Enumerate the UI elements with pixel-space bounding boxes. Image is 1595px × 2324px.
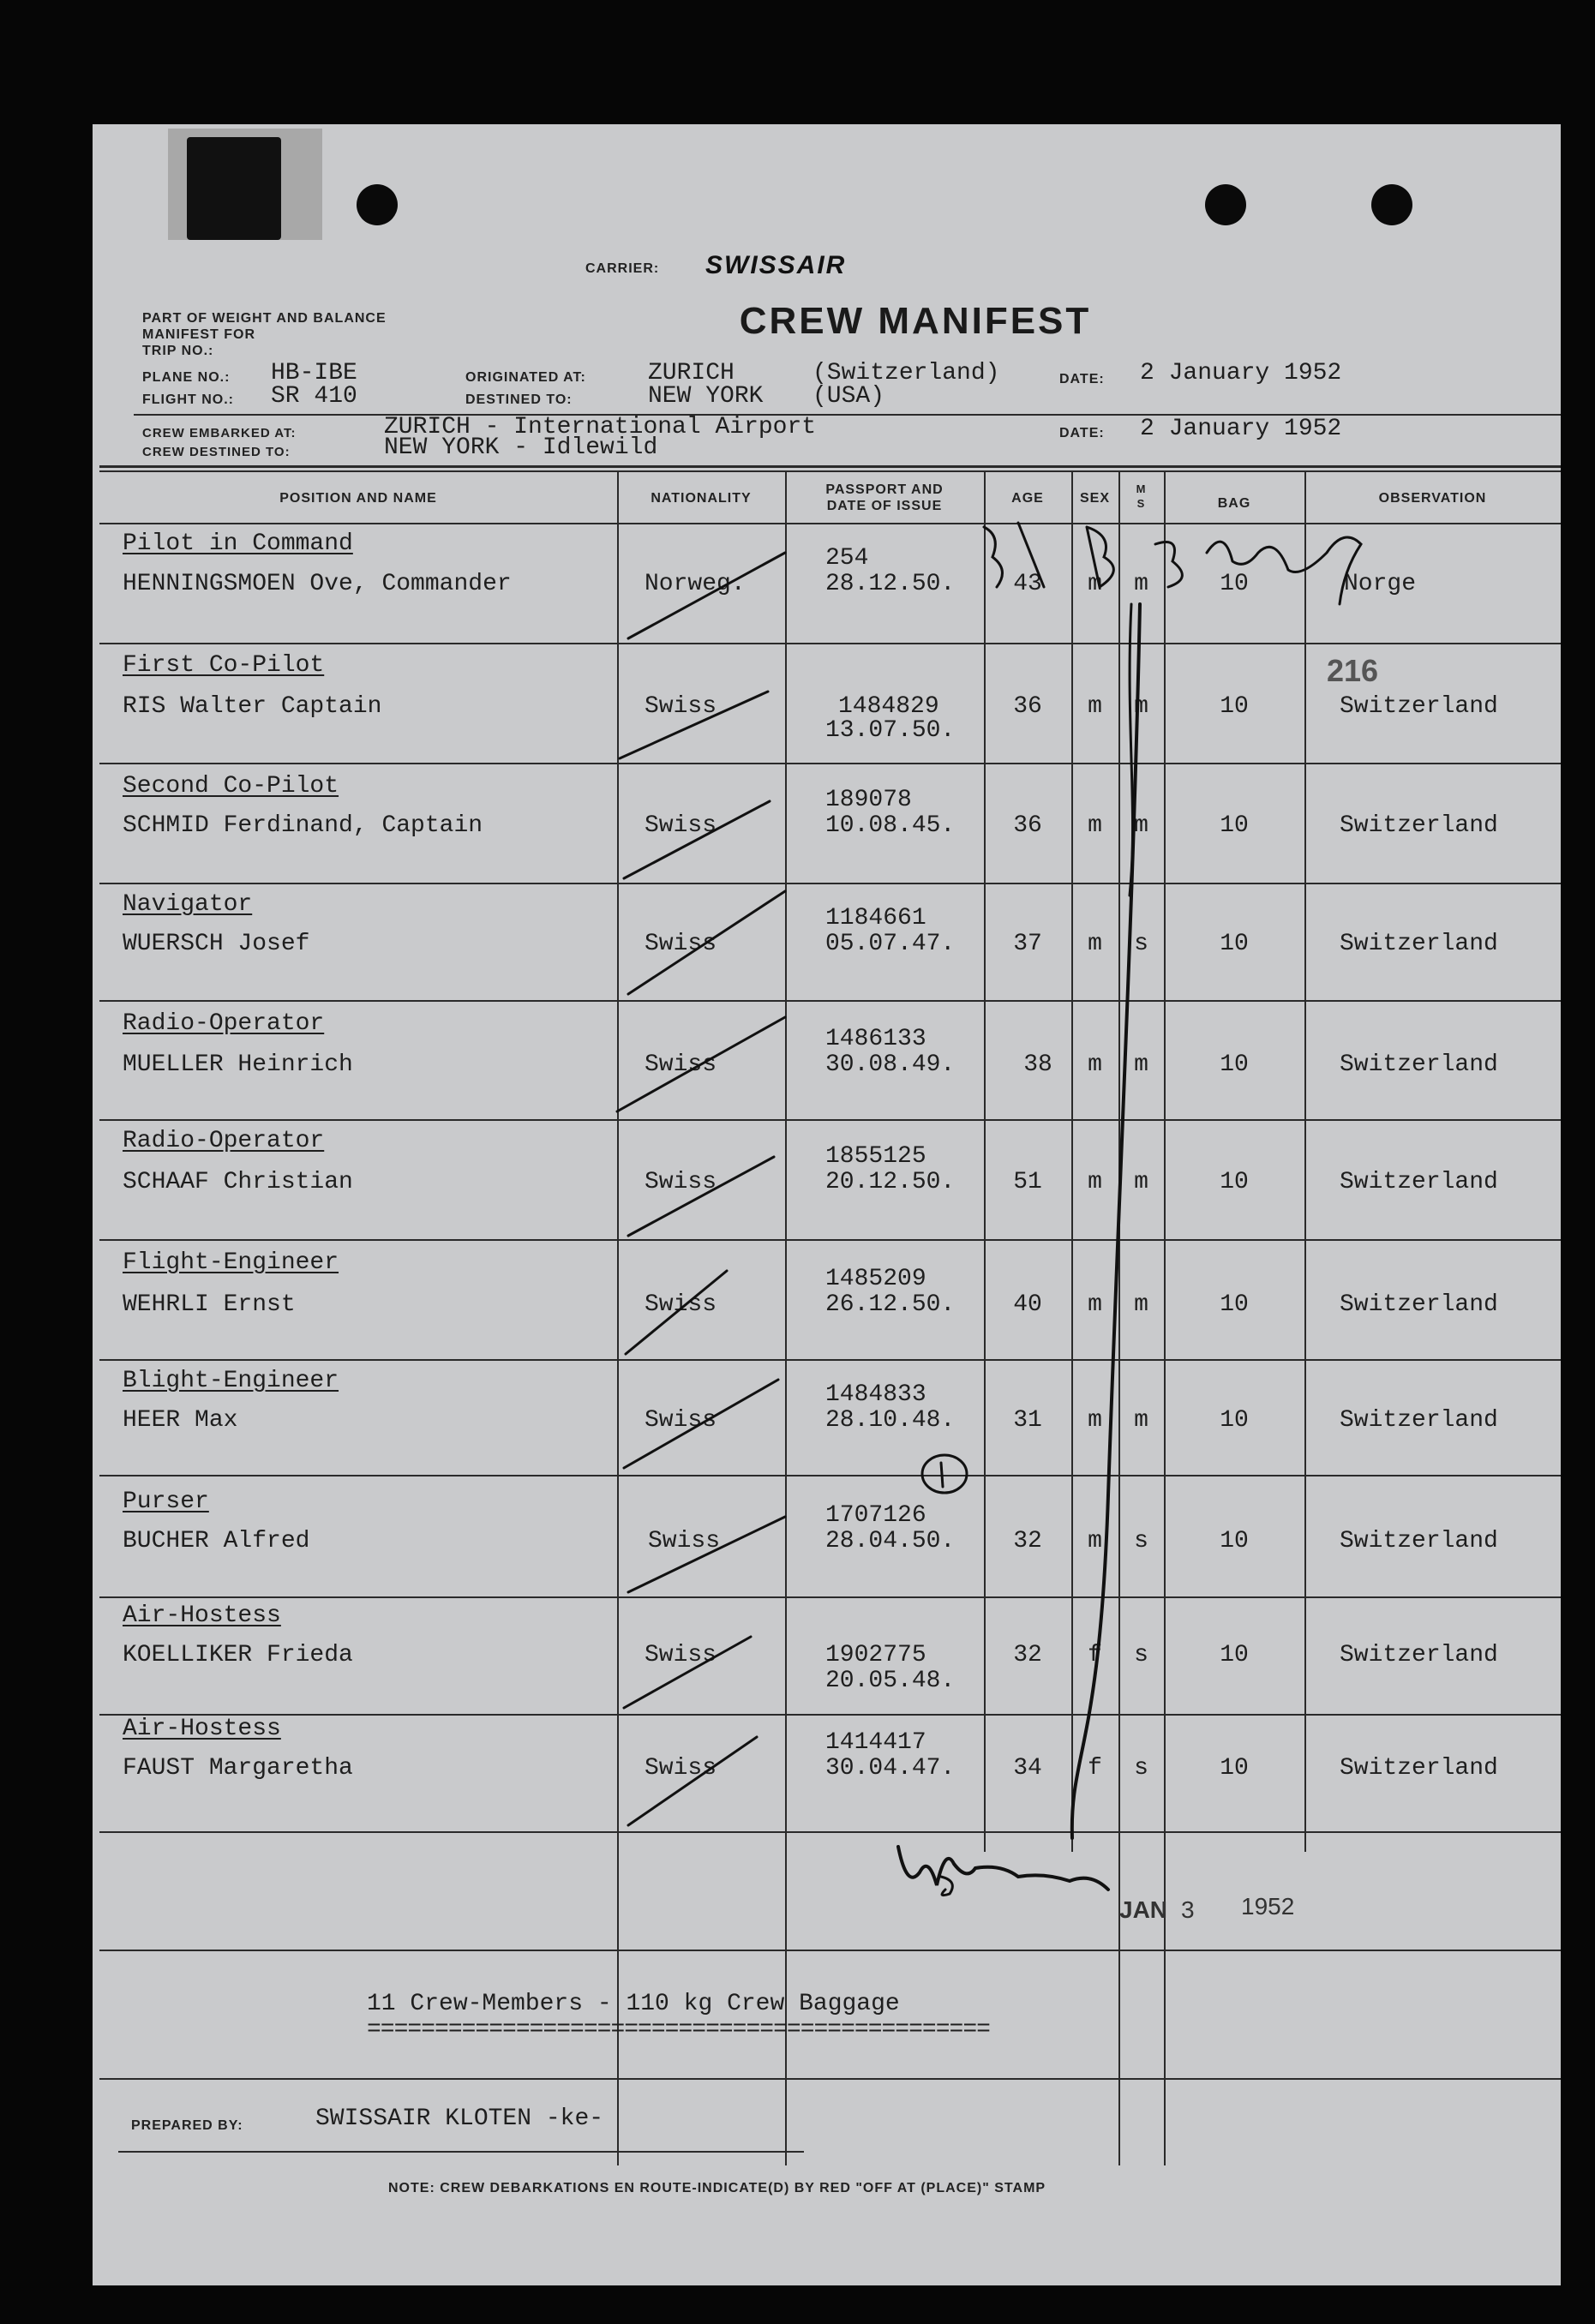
crew-nationality: Norweg. xyxy=(645,571,746,597)
carrier-label: CARRIER: xyxy=(585,261,660,276)
crew-sex: m xyxy=(1088,1528,1102,1554)
crew-marital: m xyxy=(1134,812,1148,839)
crew-age: 36 xyxy=(1013,693,1042,720)
crew-observation: Switzerland xyxy=(1340,1169,1498,1195)
part-of-line-3: TRIP NO.: xyxy=(142,344,214,358)
crew-age: 51 xyxy=(1013,1169,1042,1195)
crew-passport: 1414417 xyxy=(825,1729,926,1756)
crew-name: BUCHER Alfred xyxy=(123,1528,310,1554)
stamp-number: 216 xyxy=(1327,653,1379,688)
destined-country: (USA) xyxy=(812,383,885,410)
crew-sex: m xyxy=(1088,1291,1102,1318)
crew-bag: 10 xyxy=(1220,1169,1249,1195)
crew-passport: 189078 xyxy=(825,787,912,813)
destined-city: NEW YORK xyxy=(648,383,764,410)
crew-age: 31 xyxy=(1013,1407,1042,1434)
crew-issue-date: 28.12.50. xyxy=(825,571,956,597)
crew-nationality: Swiss xyxy=(645,1051,717,1078)
crew-name: SCHMID Ferdinand, Captain xyxy=(123,812,483,839)
col-header-sex: SEX xyxy=(1079,491,1110,506)
crew-name: WUERSCH Josef xyxy=(123,931,310,957)
crew-nationality: Swiss xyxy=(645,1291,717,1318)
crew-issue-date: 20.05.48. xyxy=(825,1668,956,1694)
crew-observation: Switzerland xyxy=(1340,1291,1498,1318)
col-header-ms-l2: S xyxy=(1136,497,1146,510)
crew-sex: m xyxy=(1088,1051,1102,1078)
crew-nationality: Swiss xyxy=(648,1528,721,1554)
crew-sex: f xyxy=(1088,1755,1102,1782)
crew-name: WEHRLI Ernst xyxy=(123,1291,296,1318)
crew-passport: 1902775 xyxy=(825,1642,926,1668)
col-header-passport-l2: DATE OF ISSUE xyxy=(826,499,943,513)
part-of-line-2: MANIFEST FOR xyxy=(142,327,255,342)
crew-issue-date: 28.10.48. xyxy=(825,1407,956,1434)
crew-marital: s xyxy=(1134,931,1148,957)
crew-position: Flight-Engineer xyxy=(123,1249,339,1276)
crew-marital: m xyxy=(1134,693,1148,720)
crew-embarked-value: ZURICH - International Airport xyxy=(384,414,817,440)
crew-age: 43 xyxy=(1013,571,1042,597)
crew-passport: 1184661 xyxy=(825,905,926,931)
col-header-bag: BAG xyxy=(1217,496,1251,511)
crew-issue-date: 05.07.47. xyxy=(825,931,956,957)
crew-issue-date: 20.12.50. xyxy=(825,1169,956,1195)
crew-sex: m xyxy=(1088,693,1102,720)
crew-embarked-label: CREW EMBARKED AT: xyxy=(142,426,297,440)
part-of-line-1: PART OF WEIGHT AND BALANCE xyxy=(142,311,387,326)
crew-position: Radio-Operator xyxy=(123,1010,325,1037)
crew-position: Air-Hostess xyxy=(123,1716,281,1742)
plane-no: HB-IBE xyxy=(271,360,357,386)
originated-country: (Switzerland) xyxy=(812,360,1000,386)
crew-issue-date: 30.08.49. xyxy=(825,1051,956,1078)
crew-issue-date: 30.04.47. xyxy=(825,1755,956,1782)
crew-bag: 10 xyxy=(1220,1051,1249,1078)
totals-underline: ============================================== xyxy=(367,2016,990,2043)
crew-bag: 10 xyxy=(1220,1407,1249,1434)
crew-sex: m xyxy=(1088,812,1102,839)
flight-no-label: FLIGHT NO.: xyxy=(142,392,234,407)
date2-label: DATE: xyxy=(1059,426,1105,440)
crew-name: KOELLIKER Frieda xyxy=(123,1642,353,1668)
crew-sex: f xyxy=(1088,1642,1102,1668)
crew-observation: Switzerland xyxy=(1340,1755,1498,1782)
footer-note: NOTE: CREW DEBARKATIONS EN ROUTE-INDICATE(D) BY RED "OFF AT (PLACE)" STAMP xyxy=(388,2181,1046,2195)
crew-observation: Switzerland xyxy=(1340,1642,1498,1668)
crew-bag: 10 xyxy=(1220,571,1249,597)
prepared-by-value: SWISSAIR KLOTEN -ke- xyxy=(315,2105,604,2132)
crew-marital: s xyxy=(1134,1755,1148,1782)
crew-sex: m xyxy=(1088,1407,1102,1434)
crew-marital: m xyxy=(1134,1291,1148,1318)
crew-nationality: Swiss xyxy=(645,1755,717,1782)
crew-position: Radio-Operator xyxy=(123,1128,325,1154)
crew-bag: 10 xyxy=(1220,1528,1249,1554)
col-header-nationality: NATIONALITY xyxy=(651,491,752,506)
crew-passport: 1486133 xyxy=(825,1026,926,1052)
crew-totals: 11 Crew-Members - 110 kg Crew Baggage xyxy=(367,1991,900,2017)
crew-position: Purser xyxy=(123,1488,209,1515)
stamp-month: JAN xyxy=(1119,1896,1168,1923)
page-title: CREW MANIFEST xyxy=(739,300,1092,342)
crew-position: Pilot in Command xyxy=(123,530,353,557)
crew-bag: 10 xyxy=(1220,693,1249,720)
crew-name: SCHAAF Christian xyxy=(123,1169,353,1195)
crew-passport: 1484833 xyxy=(825,1381,926,1408)
crew-observation: Switzerland xyxy=(1340,812,1498,839)
destined-label: DESTINED TO: xyxy=(465,392,573,407)
handwritten-marks xyxy=(93,124,1561,2285)
col-header-ms-l1: M xyxy=(1136,482,1147,495)
crew-sex: m xyxy=(1088,571,1102,597)
crew-name: MUELLER Heinrich xyxy=(123,1051,353,1078)
crew-sex: m xyxy=(1088,1169,1102,1195)
crew-observation: Switzerland xyxy=(1340,693,1498,720)
crew-observation: Switzerland xyxy=(1340,1528,1498,1554)
date-label: DATE: xyxy=(1059,372,1105,386)
crew-bag: 10 xyxy=(1220,812,1249,839)
crew-marital: m xyxy=(1134,1407,1148,1434)
crew-age: 36 xyxy=(1013,812,1042,839)
crew-passport: 1484829 xyxy=(838,693,939,720)
crew-issue-date: 10.08.45. xyxy=(825,812,956,839)
crew-name: RIS Walter Captain xyxy=(123,693,382,720)
crew-issue-date: 28.04.50. xyxy=(825,1528,956,1554)
crew-age: 40 xyxy=(1013,1291,1042,1318)
originated-label: ORIGINATED AT: xyxy=(465,370,586,385)
col-header-position: POSITION AND NAME xyxy=(279,491,437,506)
date-value: 2 January 1952 xyxy=(1140,360,1342,386)
col-header-observation: OBSERVATION xyxy=(1378,491,1487,506)
crew-age: 34 xyxy=(1013,1755,1042,1782)
crew-position: Air-Hostess xyxy=(123,1602,281,1629)
crew-name: HEER Max xyxy=(123,1407,238,1434)
carrier-name: SWISSAIR xyxy=(705,251,847,279)
plane-no-label: PLANE NO.: xyxy=(142,370,231,385)
crew-marital: s xyxy=(1134,1528,1148,1554)
crew-observation: Switzerland xyxy=(1340,931,1498,957)
crew-passport: 1707126 xyxy=(825,1502,926,1529)
col-header-age: AGE xyxy=(1011,491,1044,506)
crew-age: 37 xyxy=(1013,931,1042,957)
crew-marital: m xyxy=(1134,571,1148,597)
crew-passport: 254 xyxy=(825,545,869,572)
crew-nationality: Swiss xyxy=(645,1407,717,1434)
crew-age: 32 xyxy=(1013,1528,1042,1554)
crew-bag: 10 xyxy=(1220,931,1249,957)
crew-observation: Switzerland xyxy=(1340,1051,1498,1078)
crew-observation: Norge xyxy=(1344,571,1417,597)
crew-position: Navigator xyxy=(123,891,253,918)
stamp-year: 1952 xyxy=(1241,1893,1295,1920)
crew-bag: 10 xyxy=(1220,1642,1249,1668)
col-header-passport-l1: PASSPORT AND xyxy=(825,482,944,497)
crew-bag: 10 xyxy=(1220,1291,1249,1318)
crew-marital: m xyxy=(1134,1051,1148,1078)
crew-nationality: Swiss xyxy=(645,931,717,957)
crew-position: First Co-Pilot xyxy=(123,652,325,679)
crew-age: 32 xyxy=(1013,1642,1042,1668)
crew-marital: m xyxy=(1134,1169,1148,1195)
flight-no: SR 410 xyxy=(271,383,357,410)
originated-city: ZURICH xyxy=(648,360,735,386)
crew-observation: Switzerland xyxy=(1340,1407,1498,1434)
crew-position: Blight-Engineer xyxy=(123,1368,339,1394)
stamp-day: 3 xyxy=(1181,1896,1195,1923)
manifest-sheet xyxy=(93,124,1561,2285)
crew-marital: s xyxy=(1134,1642,1148,1668)
crew-issue-date: 26.12.50. xyxy=(825,1291,956,1318)
crew-nationality: Swiss xyxy=(645,812,717,839)
crew-passport: 1855125 xyxy=(825,1143,926,1170)
crew-sex: m xyxy=(1088,931,1102,957)
crew-nationality: Swiss xyxy=(645,1169,717,1195)
crew-destined-label: CREW DESTINED TO: xyxy=(142,445,291,459)
crew-destined-value: NEW YORK - Idlewild xyxy=(384,434,658,461)
crew-issue-date: 13.07.50. xyxy=(825,717,956,744)
crew-bag: 10 xyxy=(1220,1755,1249,1782)
crew-passport: 1485209 xyxy=(825,1266,926,1292)
prepared-by-label: PREPARED BY: xyxy=(131,2118,243,2133)
crew-name: HENNINGSMOEN Ove, Commander xyxy=(123,571,512,597)
crew-age: 38 xyxy=(1023,1051,1052,1078)
crew-nationality: Swiss xyxy=(645,1642,717,1668)
date2-value: 2 January 1952 xyxy=(1140,416,1342,442)
crew-position: Second Co-Pilot xyxy=(123,773,339,800)
crew-name: FAUST Margaretha xyxy=(123,1755,353,1782)
crew-nationality: Swiss xyxy=(645,693,717,720)
